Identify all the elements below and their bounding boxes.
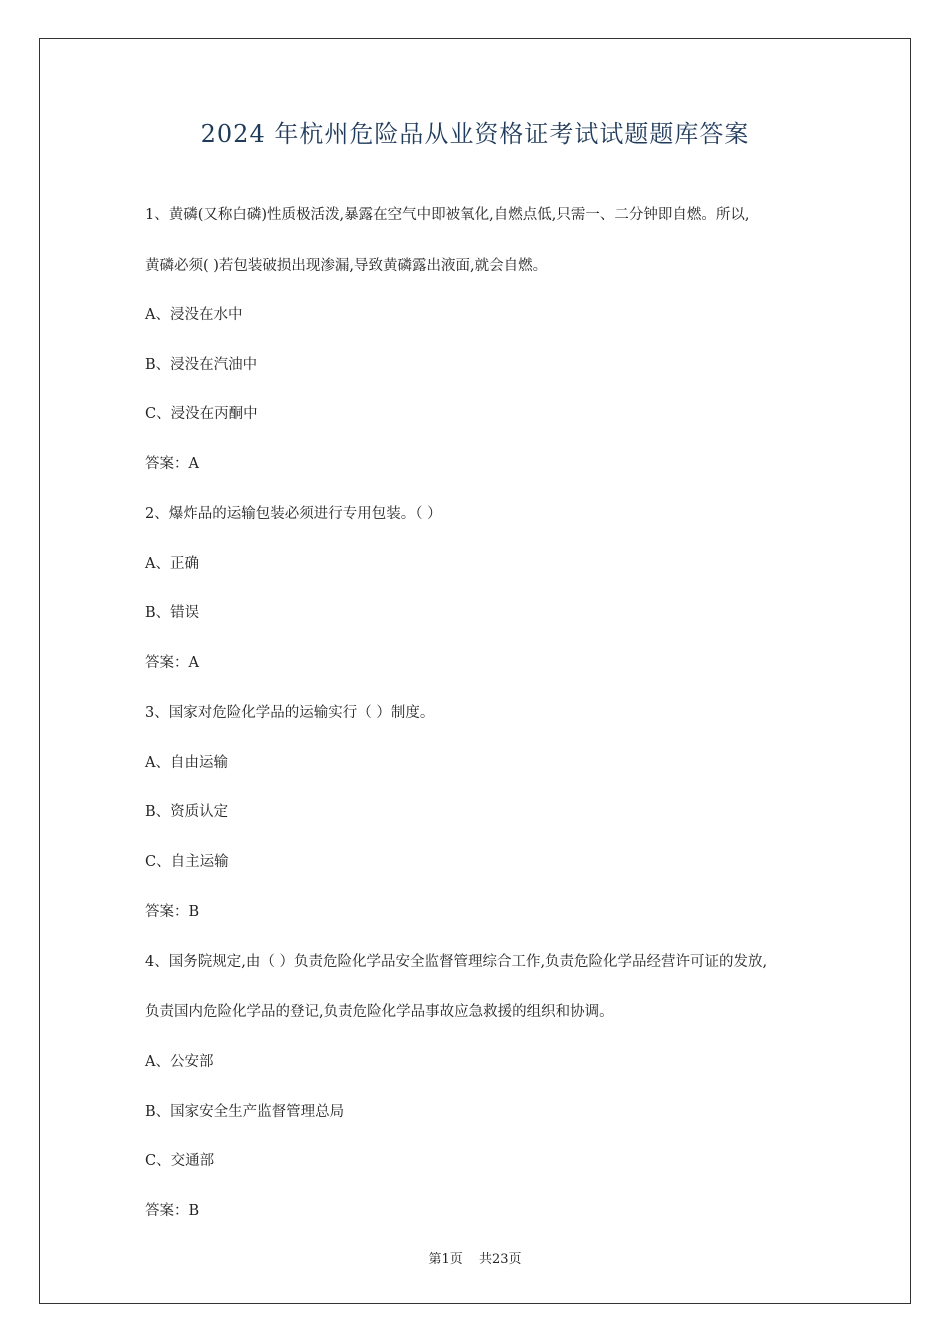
option-a: A、自由运输 bbox=[145, 755, 228, 771]
option-a: A、公安部 bbox=[145, 1054, 214, 1070]
option-b: B、浸没在汽油中 bbox=[145, 357, 258, 373]
answer: 答案：A bbox=[145, 655, 199, 671]
page-number: 第1页 bbox=[428, 1252, 463, 1267]
question-1-line-1: 1、黄磷(又称白磷)性质极活泼,暴露在空气中即被氧化,自燃点低,只需一、二分钟即自燃。所以, bbox=[145, 207, 750, 223]
answer: 答案：A bbox=[145, 456, 199, 472]
question-4-line-2: 负责国内危险化学品的登记,负责危险化学品事故应急救援的组织和协调。 bbox=[145, 1004, 614, 1020]
page-footer bbox=[0, 1248, 950, 1267]
option-b: B、资质认定 bbox=[145, 804, 229, 820]
option-a: A、正确 bbox=[145, 556, 199, 572]
option-c: C、自主运输 bbox=[145, 854, 229, 870]
page-total: 共23页 bbox=[478, 1252, 522, 1267]
question-3: 3、国家对危险化学品的运输实行（ ）制度。 bbox=[145, 705, 435, 721]
answer: 答案：B bbox=[145, 904, 200, 920]
question-4-line-1: 4、国务院规定,由（ ）负责危险化学品安全监督管理综合工作,负责危险化学品经营许可证的发放, bbox=[145, 954, 768, 970]
option-a: A、浸没在水中 bbox=[145, 307, 243, 323]
option-c: C、交通部 bbox=[145, 1153, 215, 1169]
document-title: 2024 年杭州危险品从业资格证考试试题题库答案 bbox=[200, 120, 750, 148]
option-b: B、错误 bbox=[145, 605, 200, 621]
option-b: B、国家安全生产监督管理总局 bbox=[145, 1104, 345, 1120]
answer: 答案：B bbox=[145, 1203, 200, 1219]
question-2: 2、爆炸品的运输包装必须进行专用包装。（ ） bbox=[145, 506, 442, 522]
question-1-line-2: 黄磷必须( )若包装破损出现渗漏,导致黄磷露出液面,就会自燃。 bbox=[145, 258, 548, 274]
option-c: C、浸没在丙酮中 bbox=[145, 406, 258, 422]
